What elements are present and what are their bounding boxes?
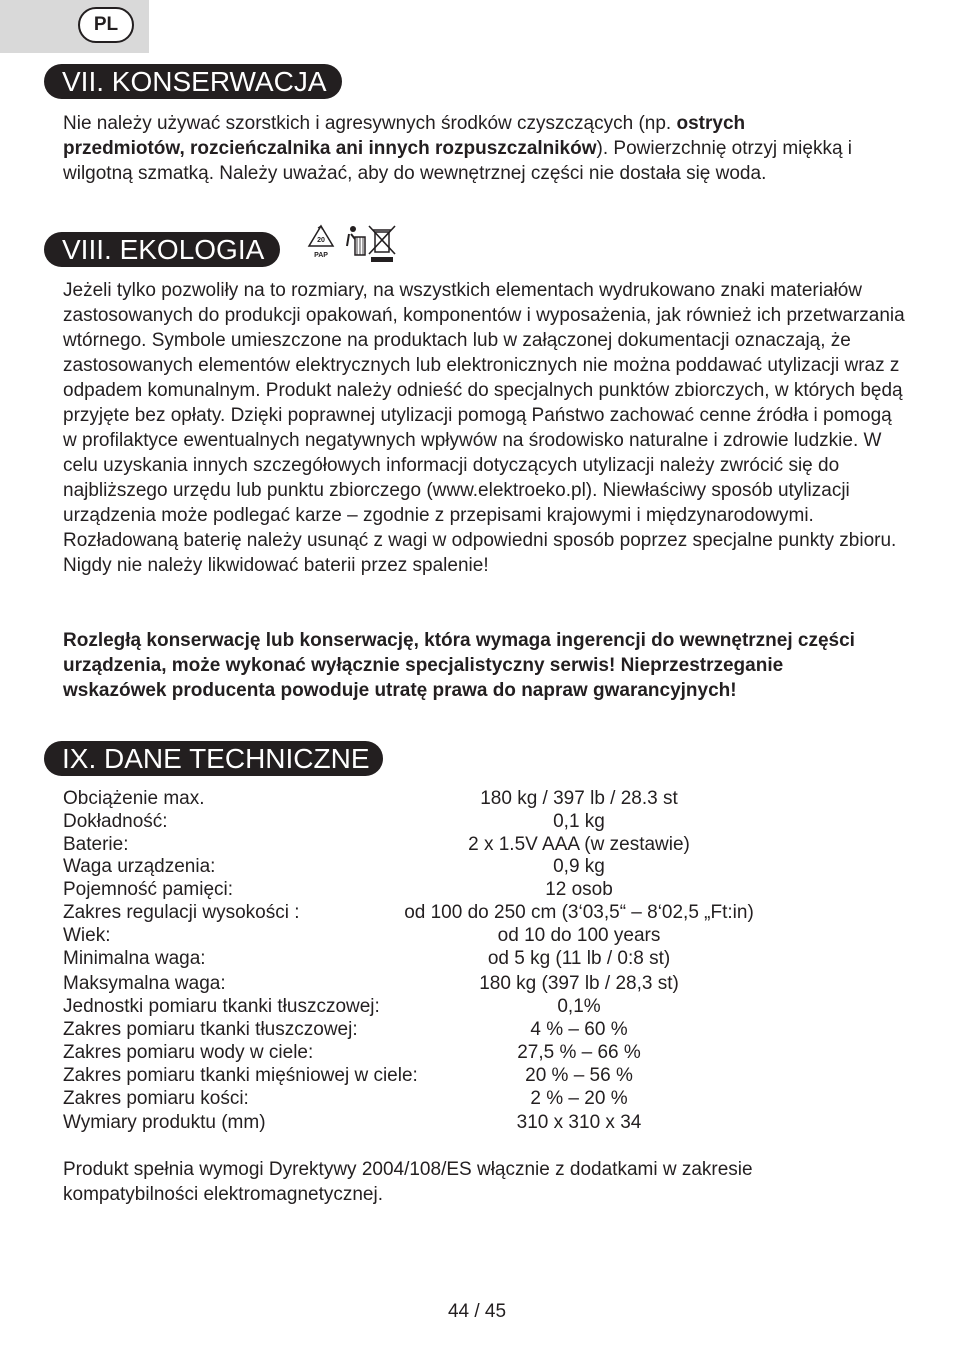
- spec-value: 12 osob: [545, 879, 613, 901]
- recycle-20-pap-icon: [309, 226, 333, 259]
- spec-value: 0,1 kg: [553, 810, 605, 832]
- language-tab: [0, 0, 149, 53]
- spec-label: Jednostki pomiaru tkanki tłuszczowej:: [63, 996, 380, 1017]
- spec-row: [63, 1042, 863, 1065]
- spec-row: [63, 996, 863, 1019]
- spec-label: Zakres pomiaru wody w ciele:: [63, 1042, 314, 1063]
- spec-label: Obciążenie max.: [63, 788, 205, 809]
- spec-row: [63, 811, 863, 834]
- spec-value: od 5 kg (11 lb / 0:8 st): [487, 948, 671, 969]
- spec-label: Waga urządzenia:: [63, 856, 216, 878]
- compliance-text: Produkt spełnia wymogi Dyrektywy 2004/108/ES włącznie z dodatkami w zakresie kompatybilności elektromagnetycznej.: [63, 1159, 753, 1205]
- language-badge: PL: [78, 7, 134, 43]
- spec-value: 4 % – 60 %: [530, 1019, 628, 1040]
- ecology-icons: [305, 224, 400, 264]
- spec-value: 27,5 % – 66 %: [517, 1042, 641, 1063]
- trash-bin-icon: [347, 226, 365, 255]
- maintenance-text-bold: ostrych przedmiotów, rozcieńczalnika ani innych rozpuszczalników: [63, 113, 746, 159]
- spec-value: 180 kg (397 lb / 28,3 st): [479, 972, 679, 994]
- section-title-maintenance: VII. KONSERWACJA: [44, 64, 342, 99]
- spec-label: Zakres pomiaru kości:: [63, 1087, 249, 1109]
- spec-row: [63, 948, 863, 971]
- crossed-bin-icon: [369, 226, 395, 262]
- spec-value: 2 x 1.5V AAA (w zestawie): [468, 833, 690, 855]
- recycle-code: 20: [317, 237, 325, 244]
- spec-row: [63, 879, 863, 902]
- spec-value: 20 % – 56 %: [525, 1064, 633, 1086]
- spec-value: od 10 do 100 years: [497, 924, 661, 946]
- spec-row: [63, 1088, 863, 1111]
- spec-row: [63, 902, 863, 925]
- spec-row: [63, 1112, 863, 1135]
- spec-label: Pojemność pamięci:: [63, 879, 234, 901]
- maintenance-text: [63, 111, 863, 186]
- spec-label: Baterie:: [63, 833, 129, 855]
- spec-row: [63, 925, 863, 948]
- spec-row: [63, 788, 863, 811]
- spec-value: od 100 do 250 cm (3‘03,5“ – 8‘02,5 „Ft:in): [404, 902, 754, 923]
- spec-label: Zakres pomiaru tkanki mięśniowej w ciele:: [63, 1064, 418, 1086]
- section-title-technical: IX. DANE TECHNICZNE: [44, 741, 383, 776]
- recycle-label: PAP: [314, 252, 328, 259]
- spec-label: Minimalna waga:: [63, 948, 206, 969]
- spec-label: Wiek:: [63, 924, 111, 946]
- spec-row: [63, 973, 863, 996]
- spec-label: Zakres regulacji wysokości :: [63, 902, 300, 923]
- spec-label: Maksymalna waga:: [63, 972, 226, 994]
- maintenance-text-run: Nie należy używać szorstkich i agresywnych środków czyszczących (np.: [63, 113, 677, 134]
- spec-row: [63, 1019, 863, 1042]
- spec-value: 0,1%: [557, 996, 601, 1017]
- spec-label: Zakres pomiaru tkanki tłuszczowej:: [63, 1019, 358, 1040]
- maintenance-text-run: ). Powierzchnię otrzyj miękką i wilgotną szmatką. Należy uważać, aby do wewnętrznej części nie dostała się woda.: [63, 138, 853, 184]
- section-title-ecology: VIII. EKOLOGIA: [44, 232, 280, 267]
- ecology-text: Jeżeli tylko pozwoliły na to rozmiary, na wszystkich elementach wydrukowano znaki materiałów zastosowanych do produkcji opakowań, komponentów i wyposażenia, jak również ich przetwarzania wtórnego. Symbole umieszczone na produktach lub w załączonej dokumentacji oznaczają, że zastosowanych elementów elektrycznych lub elektronicznych nie można poddawać utylizacji wraz z odpadem komunalnym. Produkt należy odnieść do specjalnych punktów zbiorczych, w których będą przyjęte bez opłaty. Dzięki poprawnej utylizacji pomogą Państwo zachować cenne źródła i pomogą w profilaktyce ewentualnych negatywnych wpływów na środowisko naturalne i zdrowie ludzkie. W celu uzyskania innych szczegółowych informacji dotyczących utylizacji należy zwrócić się do najbliższego urzędu lub punktu zbiorczego (www.elektroeko.pl). Niewłaściwy sposób utylizacji urządzenia może podlegać karze – zgodnie z przepisami krajowymi i międzynarodowymi. Rozładowaną baterię należy usunąć z wagi w odpowiedni sposób poprzez specjalne punkty zbioru. Nigdy nie należy likwidować baterii przez spalenie!: [63, 280, 905, 576]
- spec-value: 310 x 310 x 34: [516, 1112, 642, 1133]
- service-warning: Rozległą konserwację lub konserwację, która wymaga ingerencji do wewnętrznej części urządzenia, może wykonać wyłącznie specjalistyczny serwis! Nieprzestrzeganie wskazówek producenta powoduje utratę prawa do napraw gwarancyjnych!: [63, 630, 855, 701]
- spec-value: 0,9 kg: [553, 856, 605, 878]
- spec-row: [63, 856, 863, 879]
- spec-row: [63, 834, 863, 857]
- spec-row: [63, 1065, 863, 1088]
- spec-value: 2 % – 20 %: [530, 1087, 628, 1109]
- page-number: 44 / 45: [447, 1301, 507, 1322]
- spec-label: Dokładność:: [63, 810, 168, 832]
- spec-label: Wymiary produktu (mm): [63, 1112, 266, 1133]
- spec-value: 180 kg / 397 lb / 28.3 st: [480, 788, 678, 809]
